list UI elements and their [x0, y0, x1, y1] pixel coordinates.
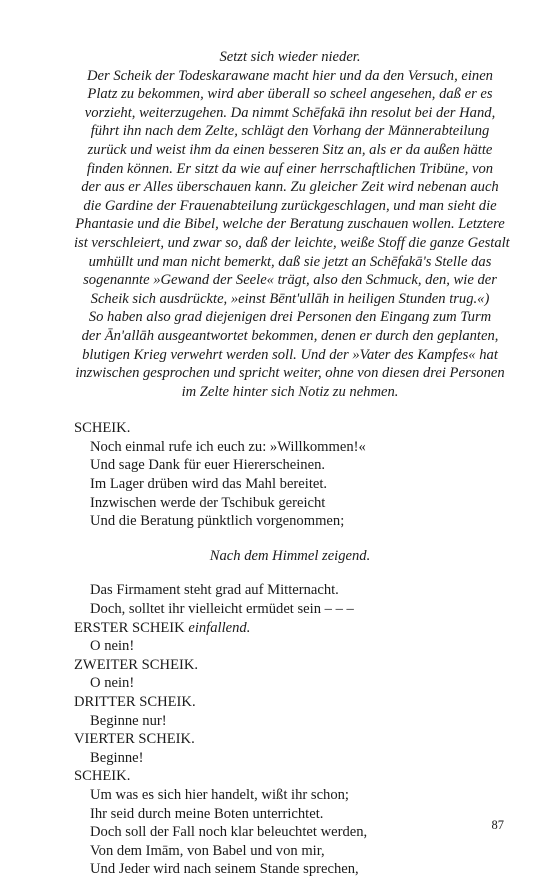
speaker-label: ERSTER SCHEIK [74, 619, 185, 636]
speaker-name: VIERTER SCHEIK. [74, 731, 195, 748]
verse-line: Und die Beratung pünktlich vorgenommen; [90, 513, 345, 530]
stage-direction-line: vorzieht, weiterzugehen. Da nimmt Schēfakā ihn resolut bei der Hand, [84, 104, 496, 121]
stage-direction-line: Phantasie und die Bibel, welche der Beratung zuschauen wollen. Letztere [75, 216, 505, 233]
stage-direction-body [74, 67, 510, 402]
verse-line: Noch einmal rufe ich euch zu: »Willkommen!« [90, 438, 366, 455]
stage-direction-line: blutigen Krieg verwehrt werden soll. Und der »Vater des Kampfes« hat [82, 346, 498, 363]
verse-line: Beginne nur! [90, 712, 167, 729]
verse-line: Doch soll der Fall noch klar beleuchtet werden, [90, 824, 368, 841]
verse-line: Doch, solltet ihr vielleicht ermüdet sein – – – [90, 601, 354, 618]
speaker-name [74, 619, 506, 638]
stage-direction-line: im Zelte hinter sich Notiz zu nehmen. [181, 383, 399, 400]
stage-direction-inline: Nach dem Himmel zeigend. [209, 547, 371, 564]
speaker-name: DRITTER SCHEIK. [74, 694, 196, 710]
verse-line: Im Lager drüben wird das Mahl bereitet. [90, 476, 328, 493]
stage-direction-line: umhüllt und man nicht bemerkt, daß sie jetzt an Schēfakā's Stelle das [88, 253, 492, 270]
speaker-cue: einfallend. [188, 619, 251, 636]
speaker-name: SCHEIK. [74, 768, 131, 785]
speaker-name: SCHEIK. [74, 420, 131, 437]
verse-line: Inzwischen werde der Tschibuk gereicht [90, 494, 326, 511]
verse-line: Und Jeder wird nach seinem Stande sprechen, [90, 861, 359, 878]
verse-line: Ihr seid durch meine Boten unterrichtet. [90, 805, 324, 822]
verse-line: O nein! [90, 675, 135, 692]
stage-direction-heading: Setzt sich wieder nieder. [219, 49, 361, 65]
verse-line: O nein! [90, 638, 135, 655]
stage-direction-line: führt ihn nach dem Zelte, schlägt den Vorhang der Männerabteilung [90, 123, 490, 140]
verse-line: Von dem Imām, von Babel und von mir, [90, 842, 325, 859]
speaker-name: ZWEITER SCHEIK. [74, 656, 199, 673]
verse-line: Das Firmament steht grad auf Mitternacht. [90, 582, 339, 599]
stage-direction [74, 48, 510, 401]
stage-direction-line: finden können. Er sitzt da wie auf einer herrschaftlichen Tribüne, von [86, 160, 494, 177]
stage-direction-line: Der Scheik der Todeskarawane macht hier und da den Versuch, einen [87, 67, 493, 84]
stage-direction-line: die Gardine der Frauenabteilung zurückgeschlagen, und man sieht die [83, 197, 497, 214]
stage-direction-line: So haben also grad diejenigen drei Personen den Eingang zum Turm [88, 309, 492, 326]
stage-direction-line: inzwischen gesprochen und spricht weiter, ohne von diesen drei Personen [75, 365, 505, 382]
stage-direction-line: der Ān'allāh ausgeantwortet bekommen, denen er durch den geplanten, [81, 327, 499, 344]
page-content [74, 48, 510, 879]
stage-direction-line: zurück und weist ihm da einen besseren Sitz an, als er da außen hätte [87, 141, 493, 158]
stage-direction-line: Platz zu bekommen, wird aber überall so scheel angesehen, daß er es [87, 86, 493, 103]
dialogue [74, 419, 506, 879]
verse-line: Um was es sich hier handelt, wißt ihr schon; [90, 786, 349, 803]
stage-direction-line: der aus er Alles überschauen kann. Zu gleicher Zeit wird nebenan auch [81, 179, 499, 196]
verse-line: Beginne! [90, 749, 144, 766]
verse-line: Und sage Dank für euer Hiererscheinen. [90, 457, 326, 474]
stage-direction-line: Scheik sich ausdrückte, »einst Bēnt'ullāh in heiligen Stunden trug.«) [90, 290, 490, 307]
stage-direction-line: ist verschleiert, und zwar so, daß der leichte, weiße Stoff die ganze Gestalt [74, 234, 510, 251]
page-number: 87 [491, 818, 504, 832]
stage-direction-line: sogenannte »Gewand der Seele« trägt, also den Schmuck, den, wie der [83, 272, 497, 289]
